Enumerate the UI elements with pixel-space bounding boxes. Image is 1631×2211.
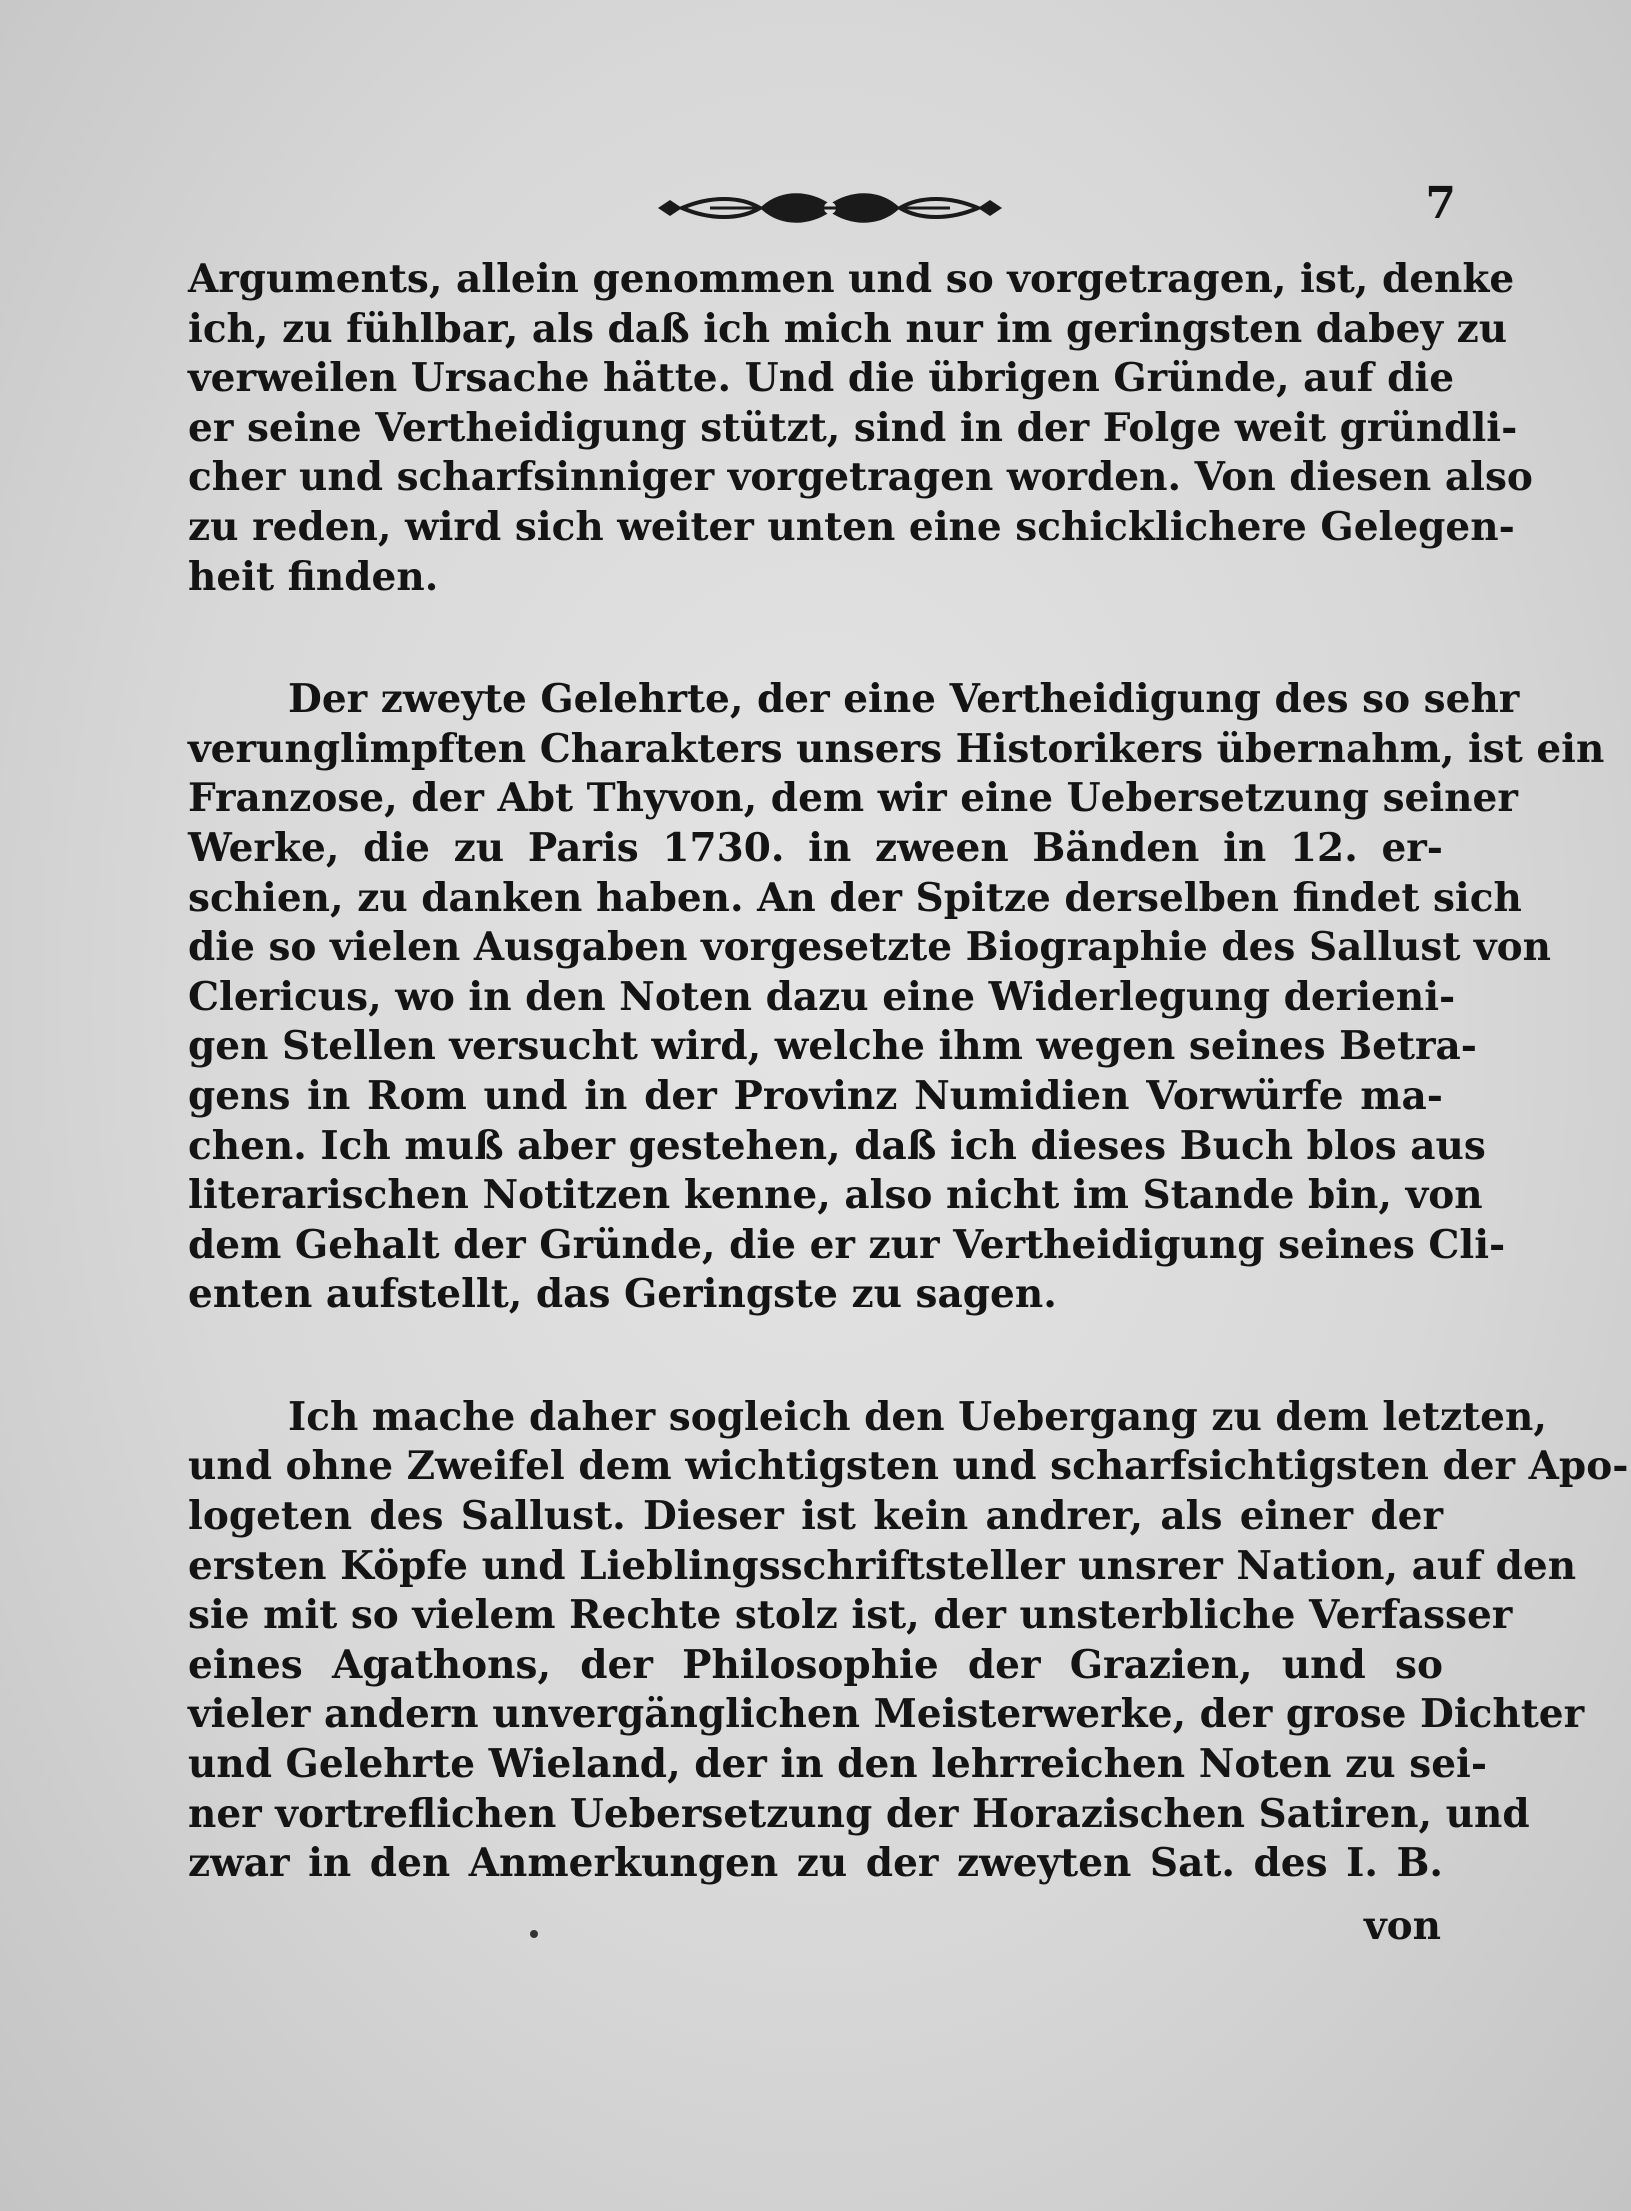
page-number: 7 xyxy=(1425,178,1456,229)
paragraph xyxy=(188,1393,1629,1889)
text-line: Werke, die zu Paris 1730. in zween Bänden in 12. er- xyxy=(188,824,1443,871)
text-line: Clericus, wo in den Noten dazu eine Widerlegung derieni- xyxy=(188,973,1456,1020)
text-line: verunglimpften Charakters unsers Historikers übernahm, ist ein xyxy=(188,725,1605,772)
text-line: ich, zu fühlbar, als daß ich mich nur im geringsten dabey zu xyxy=(188,305,1508,352)
text-line: ersten Köpfe und Lieblingsschriftsteller unsrer Nation, auf den xyxy=(188,1542,1577,1589)
catchword: von xyxy=(1363,1903,1441,1949)
text-line: ner vortreflichen Uebersetzung der Horazischen Satiren, und xyxy=(188,1790,1530,1837)
text-line: literarischen Notitzen kenne, also nicht im Stande bin, von xyxy=(188,1172,1483,1219)
text-line: sie mit so vielem Rechte stolz ist, der unsterbliche Verfasser xyxy=(188,1592,1513,1639)
text-line: eines Agathons, der Philosophie der Grazien, und so xyxy=(188,1641,1443,1688)
text-line: Arguments, allein genommen und so vorgetragen, ist, denke xyxy=(188,256,1515,302)
text-line: und Gelehrte Wieland, der in den lehrreichen Noten zu sei- xyxy=(188,1741,1488,1788)
text-line: zwar in den Anmerkungen zu der zweyten Sat. des I. B. xyxy=(188,1840,1443,1887)
text-line: gens in Rom und in der Provinz Numidien Vorwürfe ma- xyxy=(188,1072,1443,1119)
text-line: gen Stellen versucht wird, welche ihm wegen seines Betra- xyxy=(188,1023,1477,1070)
text-line: Ich mache daher sogleich den Uebergang zu dem letzten, xyxy=(288,1393,1547,1440)
text-line: heit finden. xyxy=(188,553,439,600)
text-line: logeten des Sallust. Dieser ist kein andrer, als einer der xyxy=(188,1493,1443,1540)
text-line: Franzose, der Abt Thyvon, dem wir eine Uebersetzung seiner xyxy=(188,775,1518,822)
text-line: dem Gehalt der Gründe, die er zur Vertheidigung seines Cli- xyxy=(188,1221,1506,1268)
text-line: vieler andern unvergänglichen Meisterwerke, der grose Dichter xyxy=(188,1691,1585,1738)
text-line: die so vielen Ausgaben vorgesetzte Biographie des Sallust von xyxy=(188,924,1551,971)
paragraph xyxy=(188,675,1605,1320)
text-line: schien, zu danken haben. An der Spitze derselben findet sich xyxy=(188,874,1522,921)
ornament-icon xyxy=(650,178,1010,238)
text-line: Der zweyte Gelehrte, der eine Vertheidigung des so sehr xyxy=(288,676,1520,723)
paragraph xyxy=(188,255,1533,602)
text-line: enten aufstellt, das Geringste zu sagen. xyxy=(188,1271,1057,1318)
text-line: er seine Vertheidigung stützt, sind in der Folge weit gründli- xyxy=(188,404,1518,451)
text-line: chen. Ich muß aber gestehen, daß ich dieses Buch blos aus xyxy=(188,1122,1486,1169)
body-text xyxy=(188,255,1629,1889)
text-line: zu reden, wird sich weiter unten eine schicklichere Gelegen- xyxy=(188,503,1515,550)
text-line: verweilen Ursache hätte. Und die übrigen Gründe, auf die xyxy=(188,355,1455,402)
ink-dot xyxy=(530,1930,538,1938)
text-line: cher und scharfsinniger vorgetragen worden. Von diesen also xyxy=(188,454,1533,501)
text-line: und ohne Zweifel dem wichtigsten und scharfsichtigsten der Apo- xyxy=(188,1443,1629,1490)
